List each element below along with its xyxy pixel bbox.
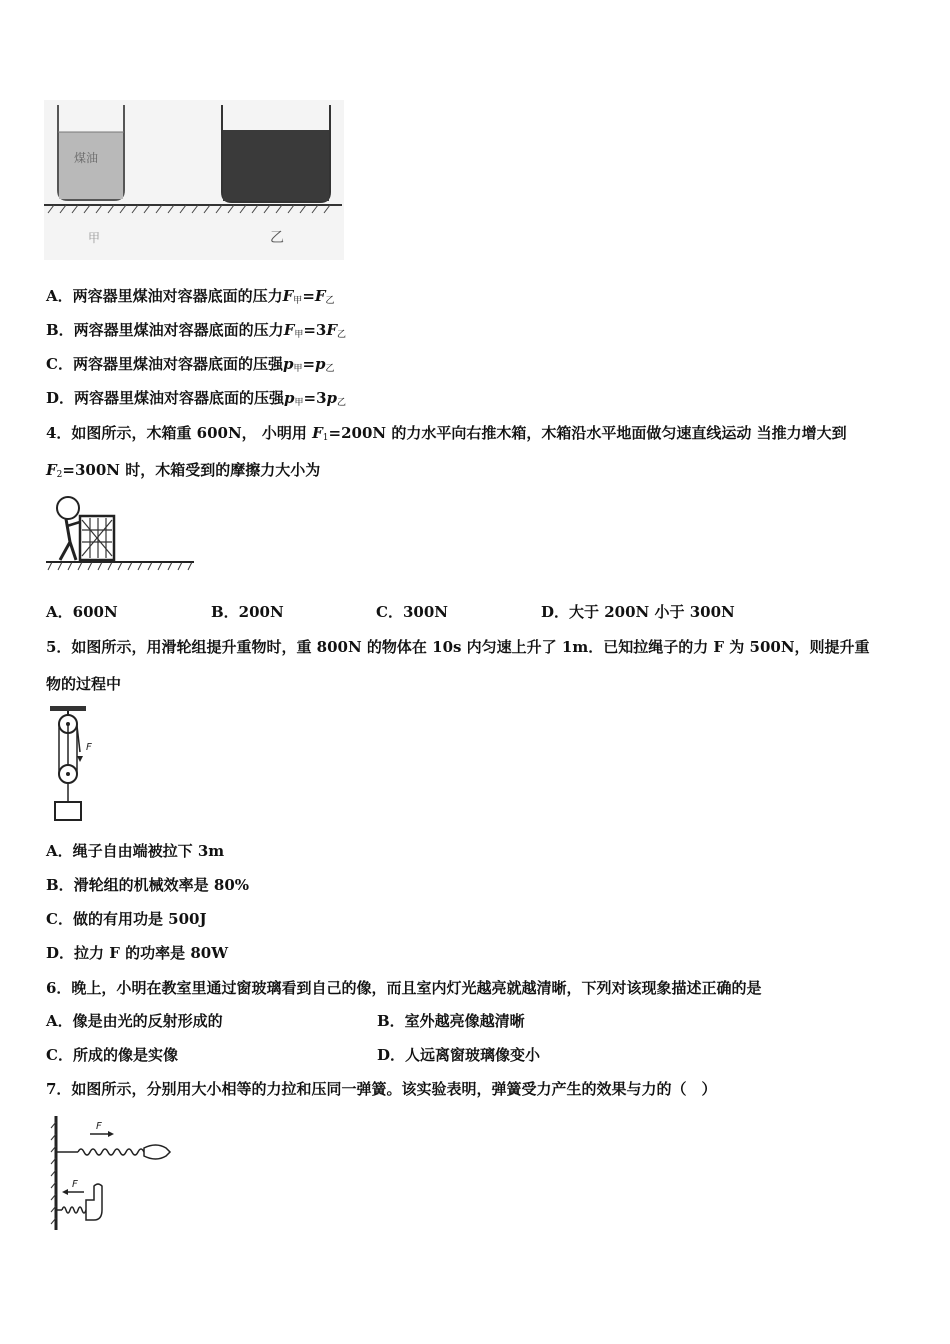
spring-bottom-force-label: F bbox=[72, 1179, 78, 1190]
q5-option-c: C．做的有用功是 500J bbox=[46, 910, 207, 928]
q4-option-c: C．300N bbox=[376, 603, 448, 621]
q3-option-c: C．两容器里煤油对容器底面的压强$p_甲=p_乙$ bbox=[46, 355, 335, 374]
q4-stem-line1: 4．如图所示，木箱重 600N， 小明用 $F_1=200N$ 的力水平向右推木箱，木箱沿水平地面做匀速直线运动 当推力增大到 bbox=[46, 424, 847, 443]
q4-option-d: D．大于 200N 小于 300N bbox=[541, 603, 735, 621]
q3-option-b: B．两容器里煤油对容器底面的压力$F_甲=3F_乙$ bbox=[46, 321, 347, 340]
push-crate-figure bbox=[46, 494, 196, 576]
q4-option-a: A．600N bbox=[46, 603, 118, 621]
q7-stem: 7．如图所示，分别用大小相等的力拉和压同一弹簧。该实验表明，弹簧受力产生的效果与力的（ ） bbox=[46, 1080, 717, 1098]
pulley-figure bbox=[46, 704, 106, 824]
containers-figure bbox=[44, 100, 344, 260]
q6-option-b: B．室外越亮像越清晰 bbox=[377, 1012, 525, 1030]
pulley-force-label: F bbox=[86, 742, 92, 753]
q5-stem-line1: 5．如图所示，用滑轮组提升重物时，重 800N 的物体在 10s 内匀速上升了 1m．已知拉绳子的力 F 为 500N，则提升重 bbox=[46, 638, 870, 656]
q5-option-a: A．绳子自由端被拉下 3m bbox=[46, 842, 225, 860]
q6-option-d: D．人远离窗玻璃像变小 bbox=[377, 1046, 541, 1064]
q5-option-d: D．拉力 F 的功率是 80W bbox=[46, 944, 229, 962]
q3-option-a: A．两容器里煤油对容器底面的压力$F_甲=F_乙$ bbox=[46, 287, 335, 306]
container-left-label: 煤油 bbox=[74, 151, 99, 165]
spring-top-force-label: F bbox=[96, 1121, 102, 1132]
spring-figure bbox=[48, 1114, 178, 1232]
q5-option-b: B．滑轮组的机械效率是 80% bbox=[46, 876, 250, 894]
q6-option-c: C．所成的像是实像 bbox=[46, 1046, 178, 1064]
q6-option-a: A．像是由光的反射形成的 bbox=[46, 1012, 223, 1030]
q4-option-b: B．200N bbox=[211, 603, 284, 621]
label-yi: 乙 bbox=[270, 230, 284, 246]
q4-stem-line2: $F_2=300N$ 时，木箱受到的摩擦力大小为 bbox=[46, 461, 321, 480]
q3-option-d: D．两容器里煤油对容器底面的压强$p_甲=3p_乙$ bbox=[46, 389, 347, 408]
q5-stem-line2: 物的过程中 bbox=[46, 675, 122, 693]
q6-stem: 6．晚上，小明在教室里通过窗玻璃看到自己的像，而且室内灯光越亮就越清晰，下列对该现象描述正确的是 bbox=[46, 979, 762, 997]
label-jia: 甲 bbox=[88, 231, 101, 245]
